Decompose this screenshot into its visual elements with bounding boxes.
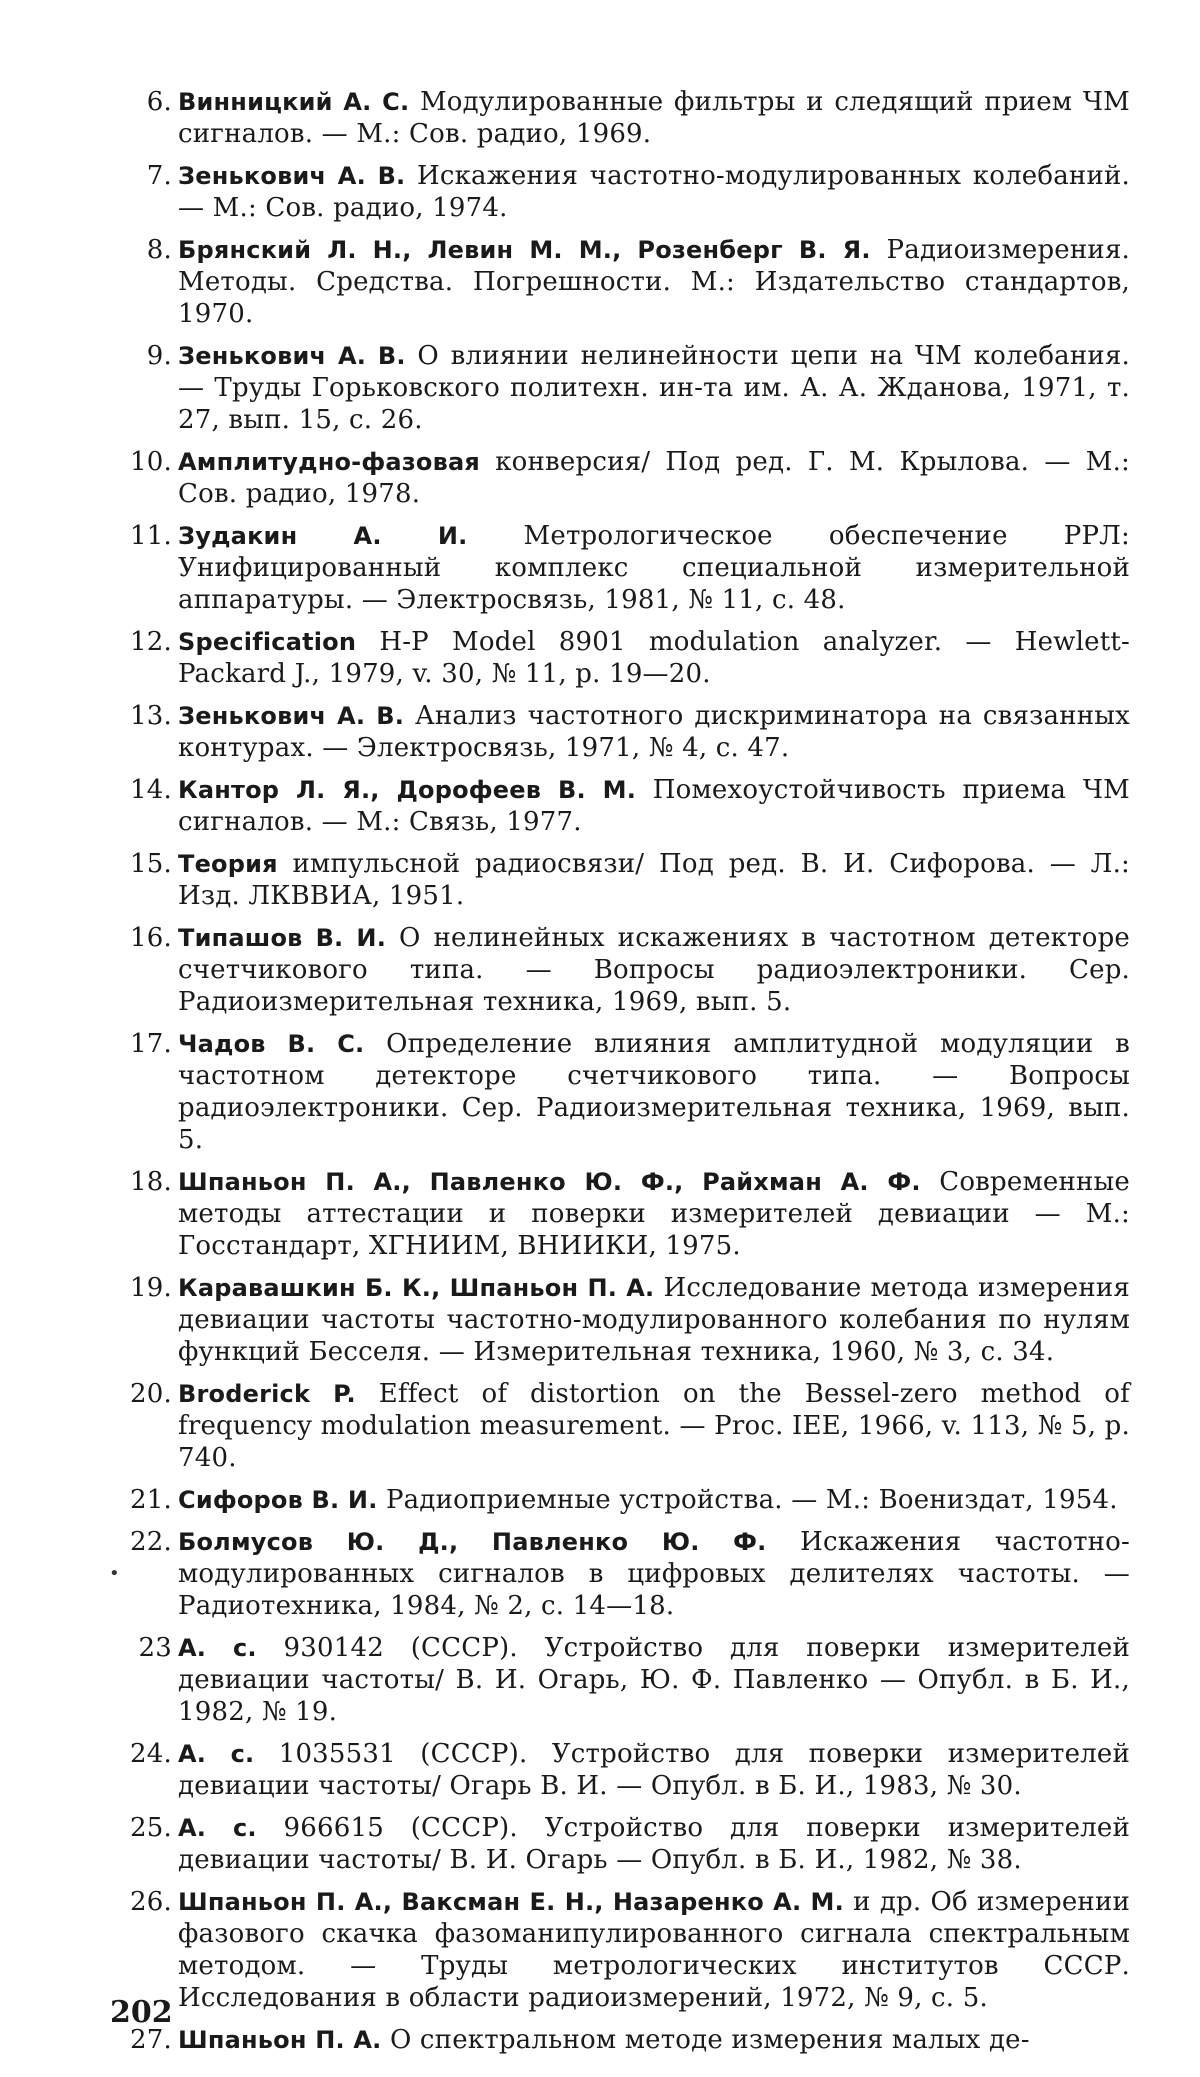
reference-text: Радиоизмерения. Методы. Средства. Погрешности. М.: Издательство стандартов, 1970.	[178, 235, 1131, 329]
reference-text: О влиянии нелинейности цепи на ЧМ колебания. — Труды Горьковского политехн. ин-та им. А. А. Жданова, 1971, т. 27, вып. 15, с. 26.	[178, 341, 1131, 435]
reference-author: А. с.	[178, 1814, 257, 1842]
reference-author: Сифоров В. И.	[178, 1486, 378, 1514]
reference-item	[130, 340, 1130, 436]
reference-item	[130, 1028, 1130, 1156]
print-speck: •	[109, 1563, 120, 1584]
reference-author: Зудакин А. И.	[178, 522, 468, 550]
reference-author: Амплитудно-фазовая	[178, 448, 480, 476]
reference-item	[130, 1886, 1130, 2014]
reference-number: 14.	[130, 775, 172, 805]
page-number: 202	[110, 1995, 173, 2030]
reference-number: 24.	[130, 1739, 172, 1769]
reference-item	[130, 700, 1130, 764]
reference-number: 17.	[130, 1029, 172, 1059]
reference-item	[130, 446, 1130, 510]
reference-item	[130, 86, 1130, 150]
reference-number: 27.	[130, 2025, 172, 2055]
reference-author: Зенькович А. В.	[178, 702, 405, 730]
reference-item	[130, 2024, 1130, 2056]
reference-author: Каравашкин Б. К., Шпаньон П. А.	[178, 1274, 655, 1302]
reference-number: 15.	[130, 849, 172, 879]
reference-number: 7.	[146, 161, 172, 191]
reference-number: 12.	[130, 627, 172, 657]
reference-item	[130, 1526, 1130, 1622]
reference-item	[130, 520, 1130, 616]
reference-item	[130, 922, 1130, 1018]
reference-number: 25.	[130, 1813, 172, 1843]
reference-text: и др. Об измерении фазового скачка фазоманипулированного сигнала спектральным методом. — Труды метрологических институтов СССР. Исследования в области радиоизмерений, 1972, № 9, с. 5.	[178, 1887, 1130, 2013]
reference-author: Шпаньон П. А., Ваксман Е. Н., Назаренко А. М.	[178, 1888, 844, 1916]
reference-text: Исследование метода измерения девиации частоты частотно-модулированного колебания по нулям функций Бесселя. — Измерительная техника, 1960, № 3, с. 34.	[178, 1273, 1130, 1367]
reference-author: Broderick P.	[178, 1380, 356, 1408]
reference-number: 13.	[130, 701, 172, 731]
reference-number: 16.	[130, 923, 172, 953]
reference-text: 966615 (СССР). Устройство для поверки измерителей девиации частоты/ В. И. Огарь — Опубл. в Б. И., 1982, № 38.	[178, 1813, 1130, 1875]
reference-number: 22.	[130, 1527, 172, 1557]
reference-text: импульсной радиосвязи/ Под ред. В. И. Сифорова. — Л.: Изд. ЛКВВИА, 1951.	[178, 849, 1131, 911]
reference-text: Анализ частотного дискриминатора на связанных контурах. — Электросвязь, 1971, № 4, с. 47.	[178, 701, 1131, 763]
reference-number: 8.	[146, 235, 172, 265]
reference-text: 1035531 (СССР). Устройство для поверки измерителей девиации частоты/ Огарь В. И. — Опубл. в Б. И., 1983, № 30.	[178, 1739, 1130, 1801]
reference-text: Радиоприемные устройства. — М.: Воениздат, 1954.	[385, 1485, 1118, 1515]
reference-number: 19.	[130, 1273, 172, 1303]
reference-author: А. с.	[178, 1740, 255, 1768]
reference-number: 11.	[130, 521, 172, 551]
reference-author: Типашов В. И.	[178, 924, 387, 952]
reference-author: А. с.	[178, 1634, 257, 1662]
reference-author: Шпаньон П. А.	[178, 2026, 382, 2054]
reference-text: Определение влияния амплитудной модуляции в частотном детекторе счетчикового типа. — Вопросы радиоэлектроники. Сер. Радиоизмерительная техника, 1969, вып. 5.	[178, 1029, 1130, 1155]
reference-author: Винницкий А. С.	[178, 88, 410, 116]
reference-list	[130, 86, 1130, 2066]
reference-item	[130, 1378, 1130, 1474]
reference-item	[130, 1166, 1130, 1262]
reference-author: Specification	[178, 628, 357, 656]
reference-item	[130, 1738, 1130, 1802]
reference-item	[130, 160, 1130, 224]
reference-text: конверсия/ Под ред. Г. М. Крылова. — М.: Сов. радио, 1978.	[178, 447, 1130, 509]
reference-text: Искажения частотно-модулированных колебаний. — М.: Сов. радио, 1974.	[178, 161, 1130, 223]
reference-author: Шпаньон П. А., Павленко Ю. Ф., Райхман А. Ф.	[178, 1168, 921, 1196]
reference-author: Теория	[178, 850, 278, 878]
reference-author: Зенькович А. В.	[178, 342, 406, 370]
reference-author: Чадов В. С.	[178, 1030, 365, 1058]
reference-text: Современные методы аттестации и поверки измерителей девиации — М.: Госстандарт, ХГНИИМ, ВНИИКИ, 1975.	[178, 1167, 1130, 1261]
reference-text: Модулированные фильтры и следящий прием ЧМ сигналов. — М.: Сов. радио, 1969.	[178, 87, 1130, 149]
reference-item	[130, 234, 1130, 330]
reference-text: О нелинейных искажениях в частотном детекторе счетчикового типа. — Вопросы радиоэлектроники. Сер. Радиоизмерительная техника, 1969, вып. 5.	[178, 923, 1130, 1017]
reference-text: H-P Model 8901 modulation analyzer. — Hewlett-Packard J., 1979, v. 30, № 11, p. 19—20.	[178, 627, 1131, 689]
reference-item	[130, 1812, 1130, 1876]
reference-number: 18.	[130, 1167, 172, 1197]
reference-item	[130, 626, 1130, 690]
reference-text: Метрологическое обеспечение РРЛ: Унифицированный комплекс специальной измерительной аппаратуры. — Электросвязь, 1981, № 11, с. 48.	[178, 521, 1130, 615]
reference-author: Зенькович А. В.	[178, 162, 406, 190]
reference-text: 930142 (СССР). Устройство для поверки измерителей девиации частоты/ В. И. Огарь, Ю. Ф. Павленко — Опубл. в Б. И., 1982, № 19.	[178, 1633, 1130, 1727]
reference-text: Помехоустойчивость приема ЧМ сигналов. — М.: Связь, 1977.	[178, 775, 1130, 837]
reference-number: 10.	[130, 447, 172, 477]
reference-number: 6.	[146, 87, 172, 117]
reference-item	[130, 1632, 1130, 1728]
reference-text: О спектральном методе измерения малых де-	[389, 2025, 1030, 2055]
reference-number: 20.	[130, 1379, 172, 1409]
reference-author: Брянский Л. Н., Левин М. М., Розенберг В. Я.	[178, 236, 871, 264]
reference-number: 21.	[130, 1485, 172, 1515]
reference-item	[130, 1272, 1130, 1368]
reference-number: 26.	[130, 1887, 172, 1917]
reference-author: Кантор Л. Я., Дорофеев В. М.	[178, 776, 637, 804]
reference-item	[130, 1484, 1130, 1516]
reference-item	[130, 848, 1130, 912]
reference-number: 23	[138, 1633, 172, 1663]
reference-text: Искажения частотно-модулированных сигналов в цифровых делителях частоты. — Радиотехника, 1984, № 2, с. 14—18.	[178, 1527, 1131, 1621]
reference-author: Болмусов Ю. Д., Павленко Ю. Ф.	[178, 1528, 767, 1556]
reference-text: Effect of distortion on the Bessel-zero method of frequency modulation measurement. — Proc. IEE, 1966, v. 113, № 5, p. 740.	[178, 1379, 1130, 1473]
reference-number: 9.	[146, 341, 172, 371]
reference-item	[130, 774, 1130, 838]
